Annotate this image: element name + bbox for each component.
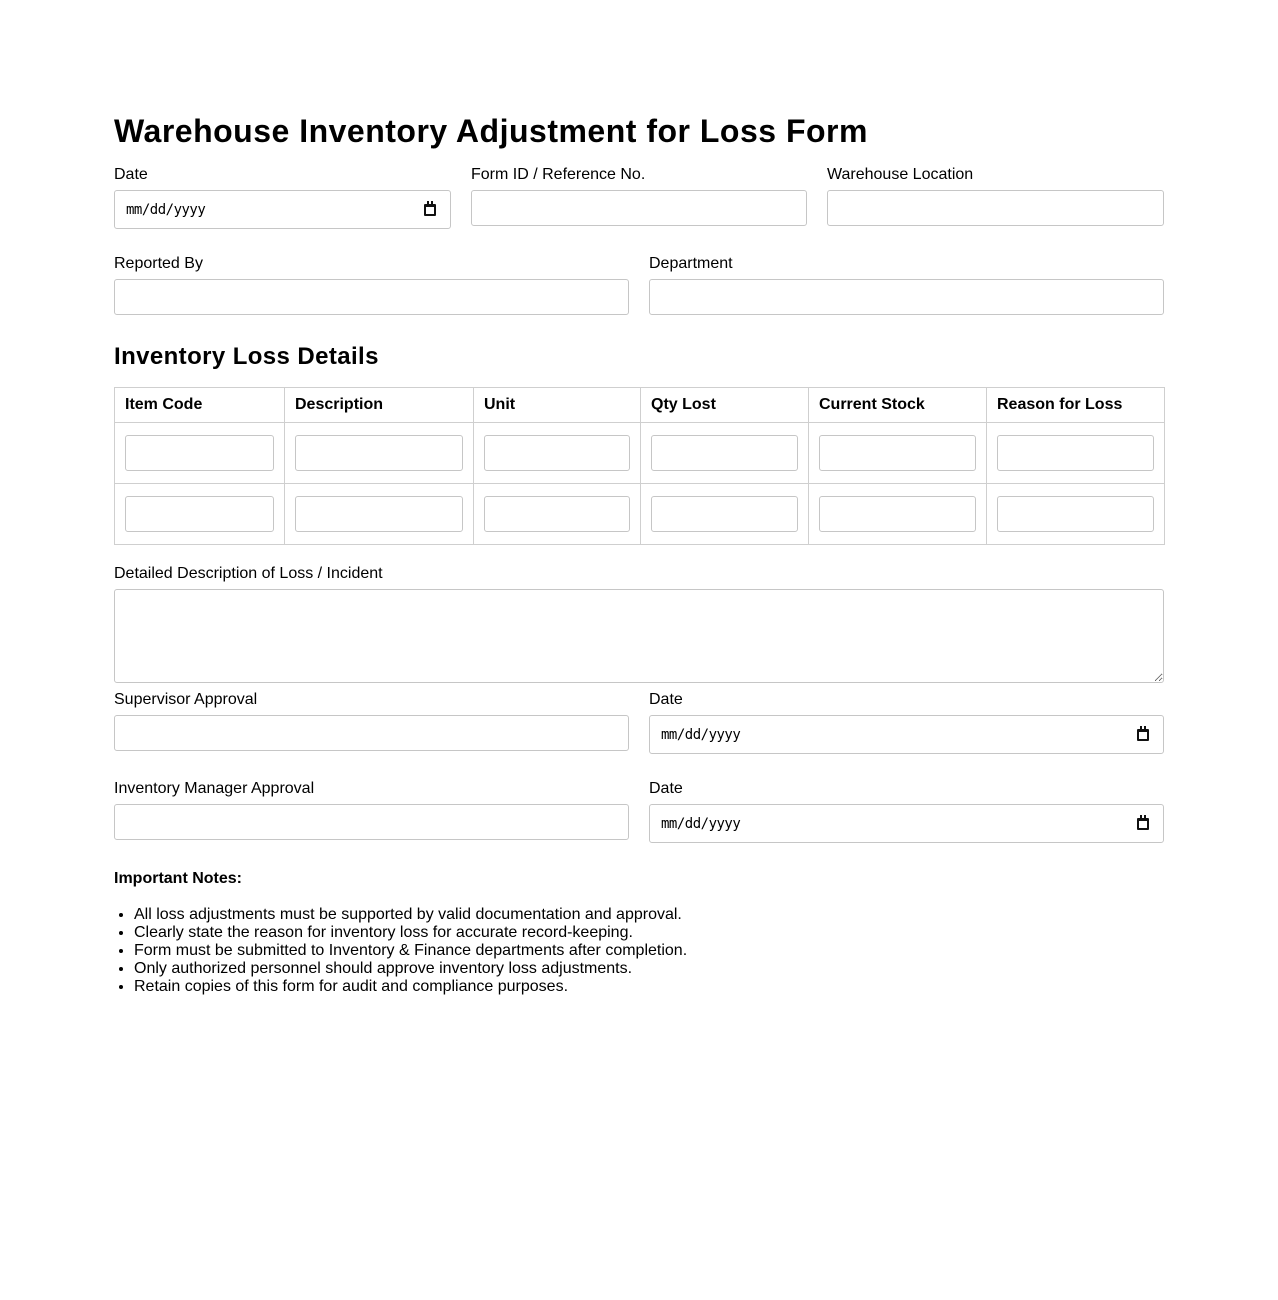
table-cell [285,423,474,484]
manager-date-input[interactable] [649,804,1164,843]
supervisor-date-label: Date [649,691,683,708]
form-id-label: Form ID / Reference No. [471,166,646,183]
description-textarea[interactable] [114,589,1164,683]
description-label: Detailed Description of Loss / Incident [114,565,383,582]
loss-details-heading: Inventory Loss Details [114,343,379,370]
reported-by-label: Reported By [114,255,203,272]
list-item: • Retain copies of this form for audit and compliance purposes. [134,978,687,996]
table-cell [474,423,641,484]
current-stock-input[interactable] [819,496,976,532]
department-input[interactable] [649,279,1164,315]
column-header-current-stock: Current Stock [809,388,987,423]
column-header-description: Description [285,388,474,423]
qty-lost-input[interactable] [651,435,798,471]
description-input[interactable] [295,435,463,471]
page-title: Warehouse Inventory Adjustment for Loss Form [114,113,868,149]
table-cell [987,484,1165,545]
form-id-input[interactable] [471,190,807,226]
department-label: Department [649,255,733,272]
item-code-input[interactable] [125,435,274,471]
qty-lost-input[interactable] [651,496,798,532]
table-cell [641,484,809,545]
reason-for-loss-input[interactable] [997,435,1154,471]
calendar-icon[interactable] [424,204,436,216]
column-header-item-code: Item Code [115,388,285,423]
date-input[interactable] [114,190,451,229]
manager-date-placeholder: mm/dd/yyyy [661,815,741,832]
table-cell [474,484,641,545]
manager-approval-label: Inventory Manager Approval [114,780,315,797]
loss-details-table [114,387,1165,545]
supervisor-approval-label: Supervisor Approval [114,691,258,708]
table-cell [115,484,285,545]
list-item: • Only authorized personnel should approve inventory loss adjustments. [134,960,687,978]
date-label: Date [114,166,148,183]
description-input[interactable] [295,496,463,532]
notes-list [114,906,687,996]
table-row [115,484,1165,545]
table-cell [987,423,1165,484]
column-header-unit: Unit [474,388,641,423]
calendar-icon[interactable] [1137,818,1149,830]
table-cell [285,484,474,545]
column-header-qty-lost: Qty Lost [641,388,809,423]
reported-by-input[interactable] [114,279,629,315]
list-item: • Form must be submitted to Inventory & Finance departments after completion. [134,942,687,960]
unit-input[interactable] [484,435,630,471]
table-cell [641,423,809,484]
table-cell [809,484,987,545]
table-cell [809,423,987,484]
manager-date-label: Date [649,780,683,797]
warehouse-location-label: Warehouse Location [827,166,974,183]
calendar-icon[interactable] [1137,729,1149,741]
notes-title: Important Notes: [114,870,242,887]
manager-approval-input[interactable] [114,804,629,840]
date-placeholder: mm/dd/yyyy [126,201,206,218]
supervisor-date-placeholder: mm/dd/yyyy [661,726,741,743]
table-row [115,423,1165,484]
current-stock-input[interactable] [819,435,976,471]
table-cell [115,423,285,484]
list-item: • Clearly state the reason for inventory loss for accurate record-keeping. [134,924,687,942]
item-code-input[interactable] [125,496,274,532]
column-header-reason-for-loss: Reason for Loss [987,388,1165,423]
table-header-row [115,388,1165,423]
warehouse-location-input[interactable] [827,190,1164,226]
supervisor-approval-input[interactable] [114,715,629,751]
reason-for-loss-input[interactable] [997,496,1154,532]
list-item: • All loss adjustments must be supported by valid documentation and approval. [134,906,687,924]
unit-input[interactable] [484,496,630,532]
supervisor-date-input[interactable] [649,715,1164,754]
